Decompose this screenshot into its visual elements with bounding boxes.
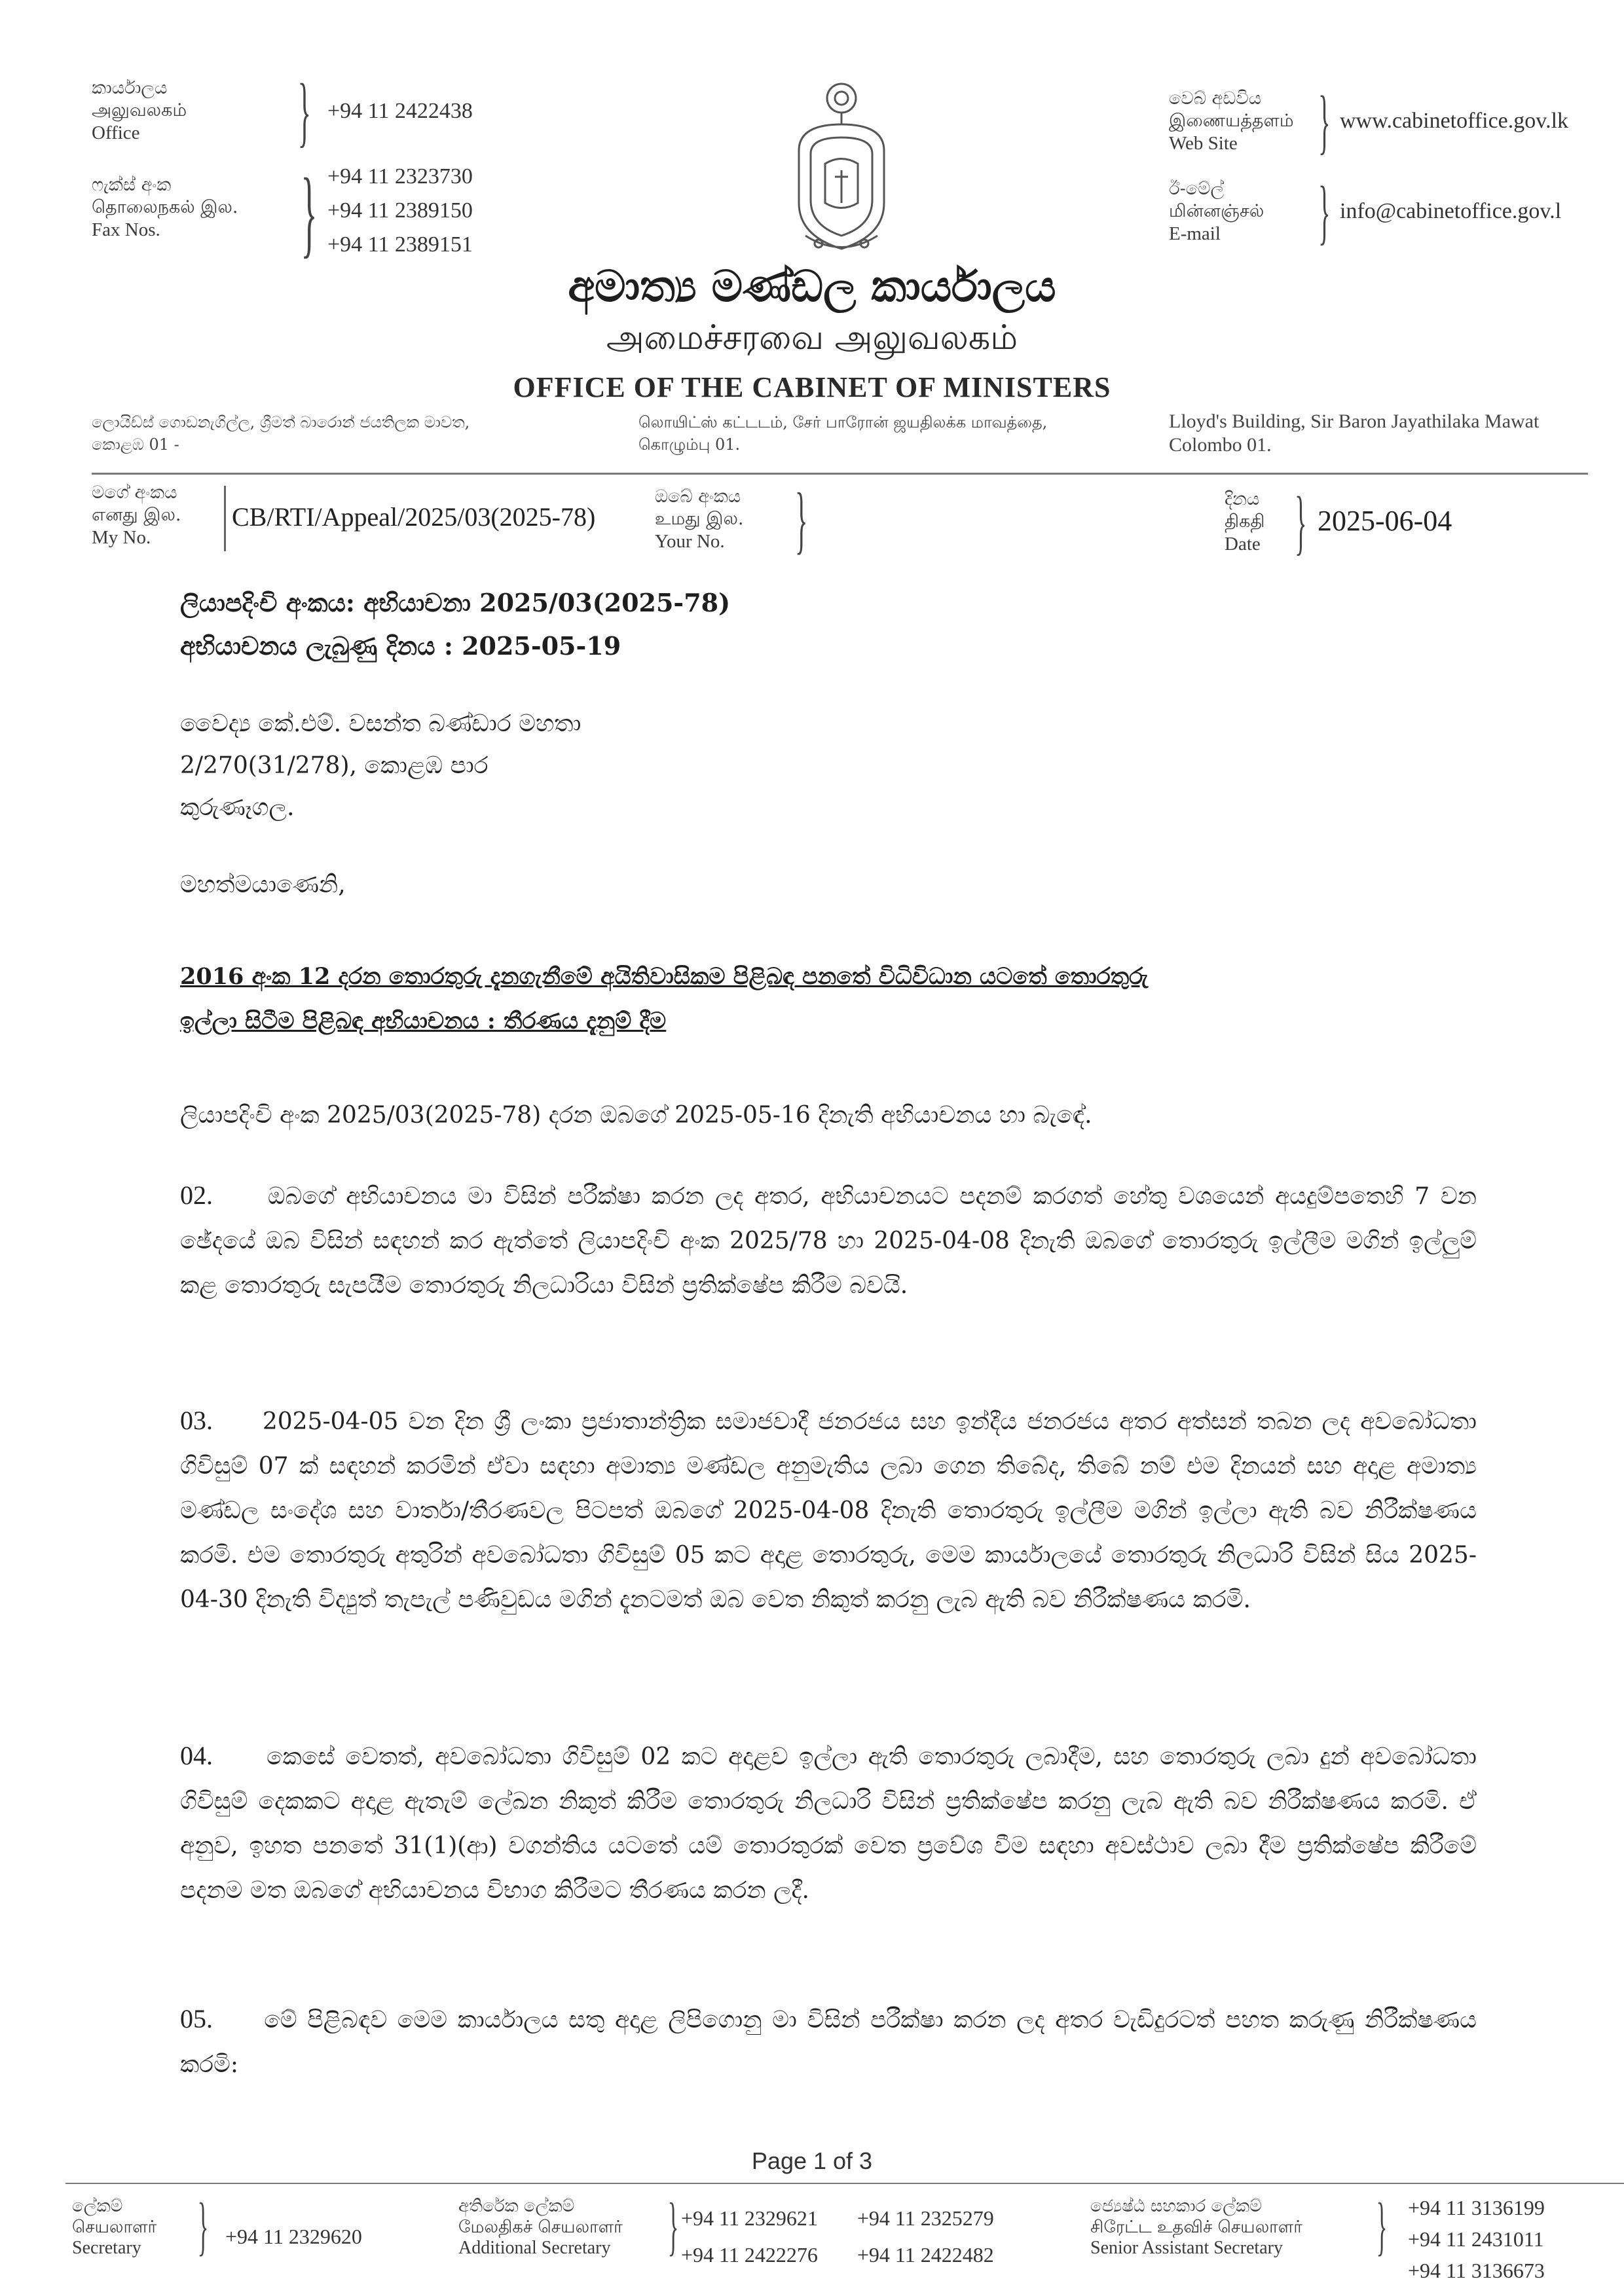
- footer-senior-assistant-secretary-label: [1090, 2196, 1359, 2259]
- paragraph-03: [180, 1398, 1477, 1622]
- senior-assistant-secretary-phone-1: +94 11 3136199: [1408, 2196, 1545, 2219]
- additional-secretary-phone-1: +94 11 2329621: [681, 2206, 818, 2230]
- date-ta: திகதி: [1225, 511, 1265, 532]
- address-ta-line1: லொயிட்ஸ் கட்டடம், சேர் பாரோன் ஜயதிலக்க மாவத்தை,: [638, 413, 1048, 431]
- address-tamil: [638, 411, 1162, 456]
- paragraph-04-body: කෙසේ වෙතත්, අවබෝධතා ගිවිසුම් 02 කට අදාළව ඉල්ලා ඇති තොරතුරු ලබාදීම, සහ තොරතුරු ලබා දුන් අවබෝධතා ගිවිසුම් දෙකකට අදාළ ඇතැම් ලේඛන නිකුත් කිරීම තොරතුරු නිලධාරි විසින් ප්‍රතික්ෂේප කරනු ලැබ ඇති බව නිරීක්ෂණය කරමි. ඒ අනුව, ඉහත පනතේ 31(1)(ආ) වගන්තිය යටතේ යම් තොරතුරක් වෙත ප්‍රවේශ වීම සඳහා අවස්ථාව ලබා දීම ප්‍රතික්ෂේප කිරීමේ පදනම මත ඔබගේ අභියාචනය විභාග කිරීමට තීරණය කරන ලදී.: [180, 1743, 1477, 1904]
- website-link[interactable]: www.cabinetoffice.gov.lk: [1340, 109, 1569, 133]
- paragraph-03-number: 03.: [180, 1406, 213, 1435]
- page-number: Page 1 of 3: [751, 2147, 873, 2174]
- title-sinhala: අමාත්‍ය මණ්ඩල කාර්යාලය: [568, 261, 1056, 312]
- paragraph-04-number: 04.: [180, 1741, 213, 1770]
- email-link[interactable]: info@cabinetoffice.gov.l: [1340, 199, 1562, 223]
- registration-number-line: ලියාපදිංචි අංකය: අභියාචනා 2025/03(2025-78): [180, 588, 731, 617]
- senior-assistant-secretary-phone-3: +94 11 3136673: [1408, 2259, 1545, 2282]
- address-ta-line2: கொழும்பு 01.: [638, 435, 741, 454]
- fax-phone-2: +94 11 2389150: [327, 198, 473, 223]
- header-email-block: [1169, 178, 1313, 245]
- additional-secretary-phone-2: +94 11 2325279: [857, 2206, 994, 2230]
- fax-phones: [327, 160, 473, 262]
- additional-secretary-phones: [681, 2200, 1100, 2273]
- brace-website: }: [1318, 81, 1331, 161]
- header-office-block: [92, 77, 236, 144]
- header-divider: [92, 473, 1588, 475]
- your-no-ta: உமது இல.: [655, 509, 744, 529]
- additional-secretary-en: Additional Secretary: [458, 2238, 611, 2258]
- brace-fax: }: [301, 158, 318, 267]
- subject-line-2: ඉල්ලා සිටීම පිළිබඳ අභියාචනය : තීරණය දැනුම් දීම: [180, 1008, 667, 1034]
- email-label-ta: மின்னஞ்சல்: [1169, 201, 1264, 221]
- intro-paragraph: ලියාපදිංචි අංක 2025/03(2025-78) දරන ඔබගේ 2025-05-16 දිනැති අභියාචනය හා බැඳේ.: [180, 1102, 1092, 1129]
- address-english: [1169, 410, 1614, 457]
- footer-divider: [65, 2183, 1624, 2184]
- office-label-si: කාර්යාලය: [92, 78, 168, 98]
- additional-secretary-si: අතිරේක ලේකම්: [458, 2196, 575, 2216]
- date-si: දිනය: [1225, 489, 1260, 509]
- my-no-en: My No.: [92, 527, 151, 548]
- email-label-si: ඊ-මේල්: [1169, 179, 1225, 199]
- title-tamil: அமைச்சரவை அலுவலகம்: [606, 318, 1018, 357]
- senior-assistant-secretary-en: Senior Assistant Secretary: [1090, 2238, 1283, 2258]
- website-label-ta: இணையத்தளம்: [1169, 111, 1294, 131]
- paragraph-05-number: 05.: [180, 2004, 213, 2033]
- paragraph-03-text: [180, 1398, 1477, 1622]
- brace-senior-assistant-secretary: }: [1376, 2189, 1388, 2262]
- my-no-value: CB/RTI/Appeal/2025/03(2025-78): [232, 502, 596, 532]
- address-en-line1: Lloyd's Building, Sir Baron Jayathilaka Mawat: [1169, 410, 1540, 432]
- footer-secretary-label: [72, 2196, 203, 2259]
- secretary-si: ලේකම්: [72, 2196, 123, 2216]
- secretary-ta: செயலாளர்: [72, 2217, 157, 2237]
- footer-additional-secretary-label: [458, 2196, 668, 2259]
- senior-assistant-secretary-phones: [1408, 2192, 1624, 2286]
- subject-line-1: 2016 අංක 12 දරන තොරතුරු දැනගැනීමේ අයිතිවාසිකම පිළිබඳ පනතේ විධිවිධාන යටතේ තොරතුරු: [180, 963, 1149, 990]
- recipient-street: 2/270(31/278), කොළඹ පාර: [180, 752, 489, 779]
- date-label: [1225, 488, 1290, 555]
- brace-additional-secretary: }: [667, 2189, 679, 2262]
- paragraph-04-text: [180, 1734, 1477, 1913]
- website-label-si: වෙබ් අඩවිය: [1169, 88, 1262, 109]
- paragraph-02-body: ඔබගේ අභියාචනය මා විසින් පරීක්ෂා කරන ලද අතර, අභියාචනයට පදනම් කරගත් හේතු වශයෙන් අයදුම්පතෙහි 7 වන ඡේදයේ ඔබ විසින් සඳහන් කර ඇත්තේ ලියාපදිංචි අංක 2025/78 හා 2025-04-08 දිනැති ඔබගේ තොරතුරු ඉල්ලීම මගින් ඉල්ලුම් කළ තොරතුරු සැපයීම තොරතුරු නිලධාරියා විසින් ප්‍රතික්ෂේප කිරීම බවයි.: [180, 1183, 1477, 1299]
- paragraph-02-number: 02.: [180, 1180, 213, 1210]
- office-label-en: Office: [92, 122, 140, 143]
- my-no-bracket: [224, 486, 226, 551]
- date-en: Date: [1225, 534, 1261, 555]
- my-no-ta: எனது இல.: [92, 505, 181, 525]
- my-no-si: මගේ අංකය: [92, 483, 177, 503]
- recipient-address: [180, 703, 1097, 829]
- senior-assistant-secretary-si: ජ්‍යෙෂ්ඨ සහකාර ලේකම්: [1090, 2196, 1262, 2216]
- address-en-line2: Colombo 01.: [1169, 434, 1272, 456]
- letter-subject: [180, 955, 1477, 1044]
- paragraph-05-body: මේ පිළිබඳව මෙම කාර්යාලය සතු අදාළ ලිපිගොනු මා විසින් පරීක්ෂා කරන ලද අතර වැඩිදුරටත් පහත කරුණු නිරීක්ෂණය කරමි:: [180, 2007, 1477, 2078]
- sri-lanka-emblem-icon: [779, 72, 904, 262]
- fax-label-si: ෆැක්ස් අංක: [92, 175, 172, 195]
- paragraph-04: [180, 1734, 1477, 1913]
- office-label-ta: அலுவலகம்: [92, 100, 187, 120]
- paragraph-03-body: 2025-04-05 වන දින ශ්‍රී ලංකා ප්‍රජාතාන්ත්‍රික සමාජවාදී ජනරජය සහ ඉන්දීය ජනරජය අතර අත්සන් තබන ලද අවබෝධතා ගිවිසුම් 07 ක් සඳහන් කරමින් ඒවා සඳහා අමාත්‍ය මණ්ඩල අනුමැතිය ලබා ගෙන තිබේද, තිබේ නම් එම දිනයන් සහ අදාළ අමාත්‍ය මණ්ඩල සංදේශ සහ වාර්තා/තීරණවල පිටපත් ඔබගේ 2025-04-08 දිනැති තොරතුරු ඉල්ලීම මගින් ඉල්ලා ඇති බව නිරීක්ෂණය කරමි. එම තොරතුරු අතුරින් අවබෝධතා ගිවිසුම් 05 කට අදාළ තොරතුරු, මෙම කාර්යාලයේ තොරතුරු නිලධාරි විසින් සිය 2025-04-30 දිනැති විද්‍යුත් තැපැල් පණිවුඩය මගින් දැනටමත් ඔබ වෙත නිකුත් කරනු ලැබ ඇති බව නිරීක්ෂණය කරමි.: [180, 1408, 1477, 1613]
- your-no-en: Your No.: [655, 531, 725, 552]
- salutation: මහත්මයාණෙනි,: [180, 871, 346, 898]
- address-si-line2: කොළඹ 01 -: [92, 435, 179, 454]
- fax-label-ta: தொலைநகல் இல.: [92, 197, 238, 217]
- header-fax-block: [92, 174, 275, 241]
- fax-phone-3: +94 11 2389151: [327, 232, 473, 257]
- additional-secretary-phone-4: +94 11 2422482: [857, 2243, 994, 2267]
- brace-secretary: }: [197, 2189, 209, 2262]
- senior-assistant-secretary-phone-2: +94 11 2431011: [1408, 2227, 1544, 2251]
- my-no-label: [92, 482, 223, 549]
- title-english: OFFICE OF THE CABINET OF MINISTERS: [513, 371, 1111, 403]
- brace-your-no: }: [794, 478, 808, 561]
- website-label-en: Web Site: [1169, 133, 1238, 154]
- address-sinhala: [92, 411, 642, 456]
- secretary-phone: +94 11 2329620: [225, 2225, 362, 2248]
- secretary-en: Secretary: [72, 2238, 141, 2258]
- recipient-name: වෛද්‍ය කේ.එම්. වසන්ත බණ්ඩාර මහතා: [180, 710, 581, 737]
- fax-phone-1: +94 11 2323730: [327, 164, 473, 189]
- your-no-si: ඔබේ අංකය: [655, 486, 741, 507]
- fax-label-en: Fax Nos.: [92, 219, 160, 240]
- paragraph-02: [180, 1173, 1477, 1308]
- your-no-label: [655, 486, 799, 553]
- date-value: 2025-06-04: [1318, 505, 1452, 537]
- appeal-received-date-line: අභියාචනය ලැබුණු දිනය : 2025-05-19: [180, 631, 621, 661]
- additional-secretary-phone-3: +94 11 2422276: [681, 2243, 818, 2267]
- office-phone: +94 11 2422438: [327, 99, 473, 123]
- brace-office: }: [297, 67, 311, 155]
- paragraph-02-text: [180, 1173, 1477, 1308]
- header-website-block: [1169, 88, 1313, 155]
- additional-secretary-ta: மேலதிகச் செயலாளர்: [458, 2217, 623, 2237]
- paragraph-05: [180, 1997, 1477, 2087]
- address-si-line1: ලොයිඩ්ස් ගොඩනැගිල්ල, ශ්‍රීමත් බාරොන් ජයතිලක මාවත,: [92, 413, 470, 431]
- brace-email: }: [1318, 172, 1331, 251]
- paragraph-05-text: [180, 1997, 1477, 2087]
- email-label-en: E-mail: [1169, 223, 1221, 244]
- brace-date: }: [1295, 482, 1307, 562]
- recipient-city: කුරුණෑගල.: [180, 794, 295, 821]
- senior-assistant-secretary-ta: சிரேட்ட உதவிச் செயலாளர்: [1090, 2217, 1302, 2237]
